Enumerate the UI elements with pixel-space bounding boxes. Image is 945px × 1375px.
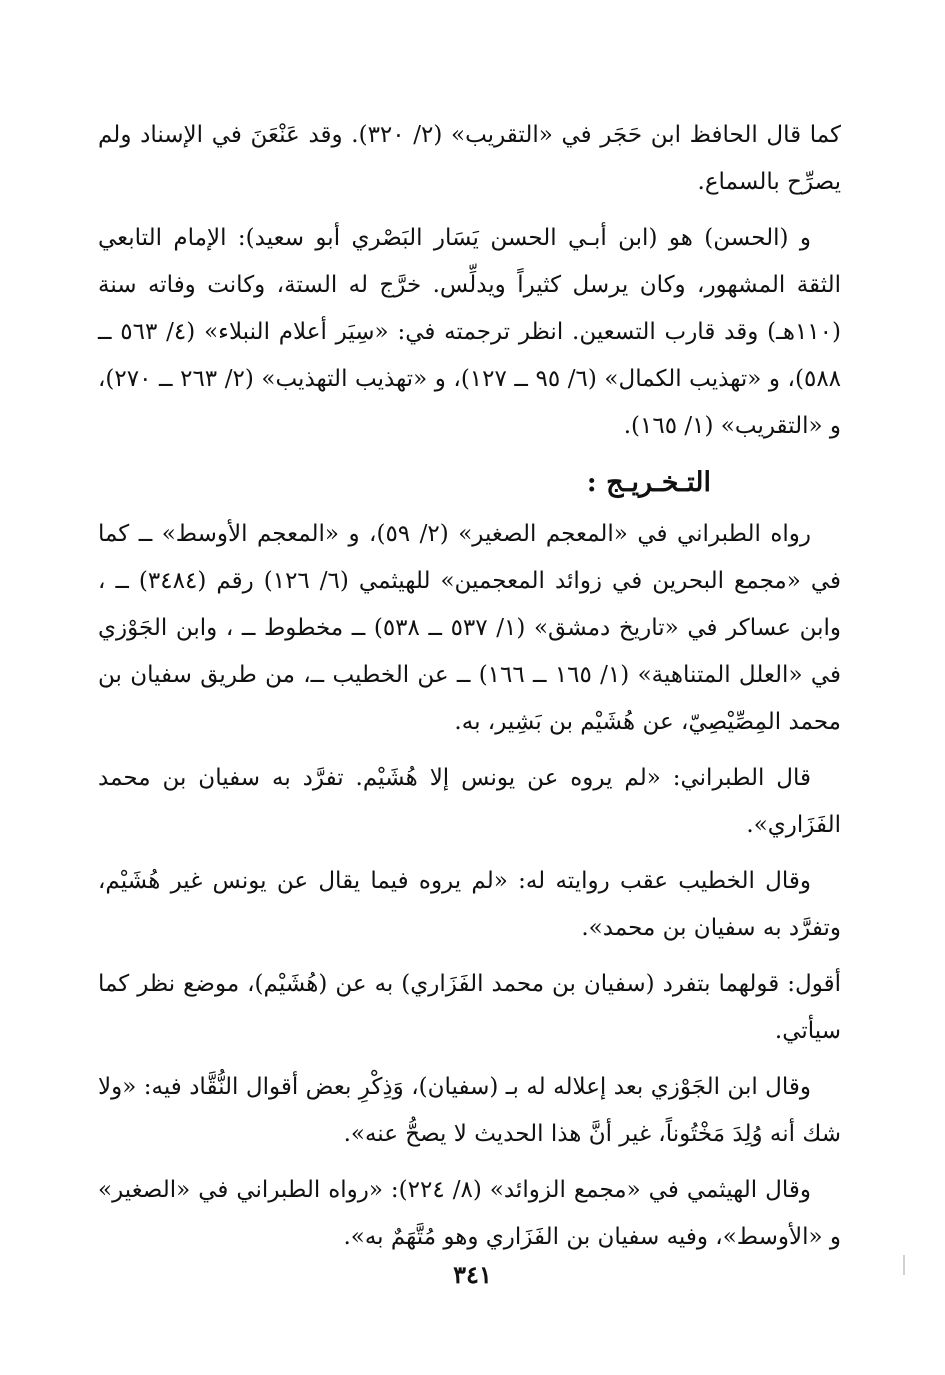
paragraph-5: وقال الخطيب عقب روايته له: «لم يروه فيما يقال عن يونس غير هُشَيْم، وتفرَّد به سفيان بن محمد». (98, 868, 841, 941)
paragraph-6: أقول: قولهما بتفرد (سفيان بن محمد الفَزَاري) به عن (هُشَيْم)، موضع نظر كما سيأتي. (98, 971, 841, 1044)
paragraph-1: كما قال الحافظ ابن حَجَر في «التقريب» (٢/ ٣٢٠). وقد عَنْعَنَ في الإسناد ولم يصرِّح بالسماع. (98, 122, 841, 195)
page-body (98, 112, 841, 1270)
section-heading-takhrij: التـخـريـج : (586, 467, 711, 498)
paragraph-3: رواه الطبراني في «المعجم الصغير» (٢/ ٥٩)، و «المعجم الأوسط» ــ كما في «مجمع البحرين في زوائد المعجمين» للهيثمي (٦/ ١٢٦) رقم (٣٤٨٤) ــ ، وابن عساكر في «تاريخ دمشق» (١/ ٥٣٧ ــ ٥٣٨) ــ مخطوط ــ ، وابن الجَوْزي في «العلل المتناهية» (١/ ١٦٥ ــ ١٦٦) ــ عن الخطيب ــ، من طريق سفيان بن محمد المِصِّيْصِيّ، عن هُشَيْم بن بَشِير، به. (98, 521, 841, 735)
paragraph-2: و (الحسن) هو (ابن أبـي الحسن يَسَار البَصْري أبو سعيد): الإمام التابعي الثقة المشهور، وكان يرسل كثيراً ويدلِّس. خرَّج له الستة، وكانت وفاته سنة (١١٠هـ) وقد قارب التسعين. انظر ترجمته في: «سِيَر أعلام النبلاء» (٤/ ٥٦٣ ــ ٥٨٨)، و «تهذيب الكمال» (٦/ ٩٥ ــ ١٢٧)، و «تهذيب التهذيب» (٢/ ٢٦٣ ــ ٢٧٠)، و «التقريب» (١/ ١٦٥). (98, 225, 842, 439)
paragraph-4: قال الطبراني: «لم يروه عن يونس إلا هُشَيْم. تفرَّد به سفيان بن محمد الفَزَاري». (98, 765, 841, 838)
page-number: ٣٤١ (453, 1260, 492, 1289)
paragraph-8: وقال الهيثمي في «مجمع الزوائد» (٨/ ٢٢٤): «رواه الطبراني في «الصغير» و «الأوسط»، وفيه سفيان بن الفَزَاري وهو مُتَّهَمٌ به». (98, 1177, 841, 1250)
scan-edge-mark (903, 1255, 905, 1275)
paragraph-7: وقال ابن الجَوْزي بعد إعلاله له بـ (سفيان)، وَذِكْرِ بعض أقوال النُّقَّاد فيه: «ولا شك أنه وُلِدَ مَخْتُوناً، غير أنَّ هذا الحديث لا يصحُّ عنه». (98, 1074, 841, 1147)
